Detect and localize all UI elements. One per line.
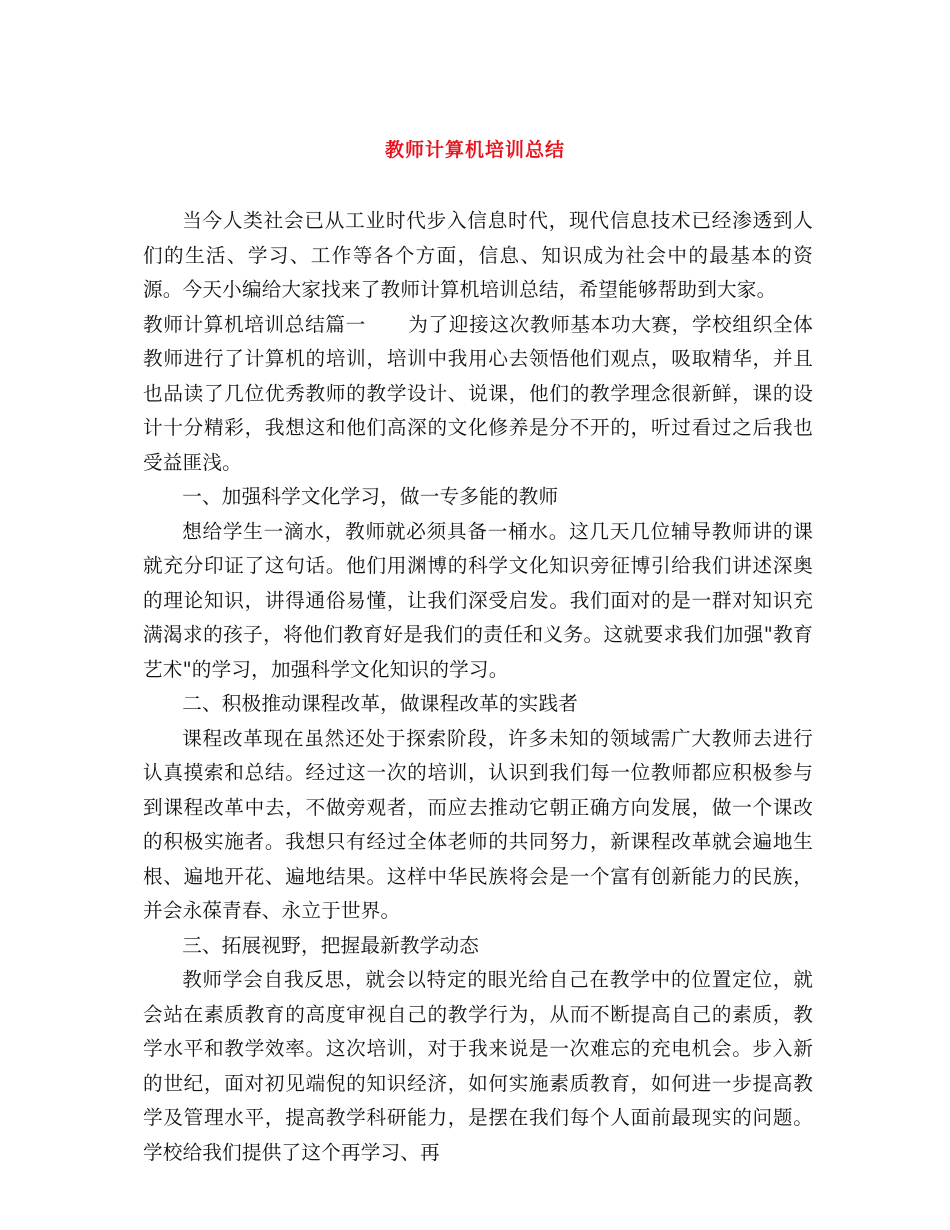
section-heading-1: 一、加强科学文化学习，做一专多能的教师	[182, 485, 559, 508]
part-text: 为了迎接这次教师基本功大赛，学校组织全体教师进行了计算机的培训，培训中我用心去领悟他们观点，吸取精华，并且也品读了几位优秀教师的教学设计、说课，他们的教学理念很新鲜，课的设计十分精彩，我想这和他们高深的文化修养是分不开的，听过看过之后我也受益匪浅。	[143, 312, 814, 474]
section-paragraph-2: 课程改革现在虽然还处于探索阶段，许多未知的领域需广大教师去进行认真摸索和总结。经过这一次的培训，认识到我们每一位教师都应积极参与到课程改革中去，不做旁观者，而应去推动它朝正确方向发展，做一个课改的积极实施者。我想只有经过全体老师的共同努力，新课程改革就会遍地生根、遍地开花、遍地结果。这样中华民族将会是一个富有创新能力的民族，并会永葆青春、永立于世界。	[143, 726, 813, 922]
section-paragraph-3: 教师学会自我反思，就会以特定的眼光给自己在教学中的位置定位，就会站在素质教育的高度审视自己的教学行为，从而不断提高自己的素质，教学水平和教学效率。这次培训，对于我来说是一次难忘的充电机会。步入新的世纪，面对初见端倪的知识经济，如何实施素质教育，如何进一步提高教学及管理水平，提高教学科研能力，是摆在我们每个人面前最现实的问题。学校给我们提供了这个再学习、再	[143, 968, 813, 1164]
section-paragraph-1: 想给学生一滴水，教师就必须具备一桶水。这几天几位辅导教师讲的课就充分印证了这句话。他们用渊博的科学文化知识旁征博引给我们讲述深奥的理论知识，讲得通俗易懂，让我们深受启发。我们面对的是一群对知识充满渴求的孩子，将他们教育好是我们的责任和义务。这就要求我们加强"教育艺术"的学习，加强科学文化知识的学习。	[143, 519, 813, 681]
section-heading-3: 三、拓展视野，把握最新教学动态	[182, 933, 480, 957]
document-title: 教师计算机培训总结	[384, 139, 565, 161]
intro-paragraph: 当今人类社会已从工业时代步入信息时代，现代信息技术已经渗透到人们的生活、学习、工作等各个方面，信息、知识成为社会中的最基本的资源。今天小编给大家找来了教师计算机培训总结，希望能够帮助到大家。	[143, 209, 813, 301]
part-one-paragraph	[143, 308, 813, 481]
part-label: 教师计算机培训总结篇一	[143, 312, 366, 336]
section-heading-2: 二、积极推动课程改革，做课程改革的实践者	[182, 692, 579, 715]
document-body	[143, 204, 813, 1170]
